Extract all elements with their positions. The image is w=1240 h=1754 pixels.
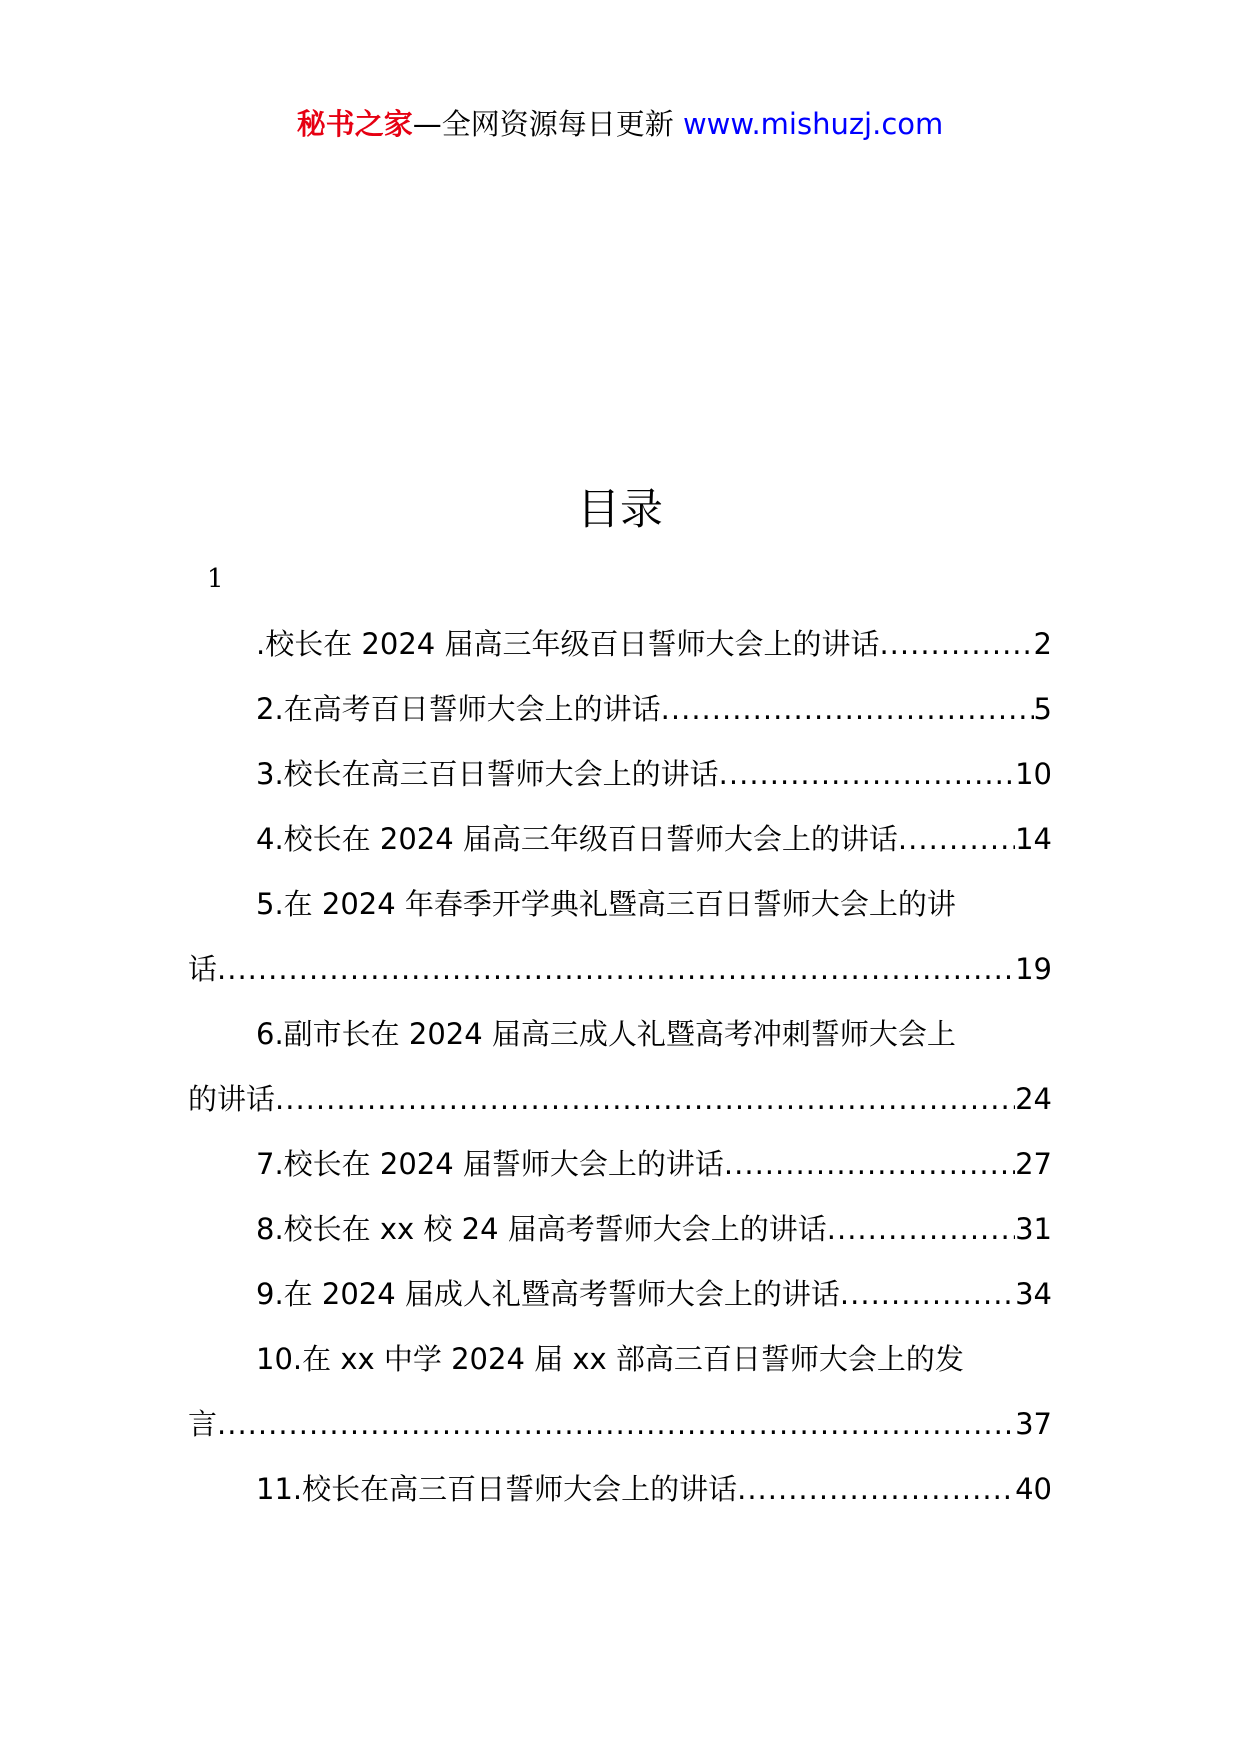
toc-page-number: 40 (1015, 1472, 1052, 1506)
toc-entry[interactable] (188, 742, 1052, 807)
toc-leader-dots (719, 742, 1015, 807)
toc-entry[interactable] (188, 872, 1052, 1002)
toc-leader-dots (898, 807, 1015, 872)
brand-name: 秘书之家 (296, 107, 413, 141)
toc-leader-dots (879, 612, 1033, 677)
page-header (0, 104, 1240, 144)
toc-entry-title: 4.校长在 2024 届高三年级百日誓师大会上的讲话 (256, 822, 898, 856)
toc-entry-line (188, 1262, 1052, 1327)
toc-page-number: 27 (1015, 1147, 1052, 1181)
toc-entry-line (188, 1197, 1052, 1262)
toc-entry-title: 的讲话 (188, 1082, 276, 1116)
toc-leader-dots (737, 1457, 1015, 1522)
toc-leader-dots (840, 1262, 1015, 1327)
toc-entry-title: 5.在 2024 年春季开学典礼暨高三百日誓师大会上的讲 (256, 887, 956, 921)
toc-entry-title: 10.在 xx 中学 2024 届 xx 部高三百日誓师大会上的发 (256, 1342, 964, 1376)
toc-entry-line (188, 742, 1052, 807)
toc-entry-line (188, 937, 1052, 1002)
toc-entry-title: 2.在高考百日誓师大会上的讲话 (256, 692, 661, 726)
toc-entry[interactable] (188, 807, 1052, 872)
toc-page-number: 31 (1015, 1212, 1052, 1246)
toc-page-number: 14 (1015, 822, 1052, 856)
toc-leader-dots (724, 1132, 1015, 1197)
toc-title: 目录 (577, 485, 663, 535)
toc-entry-line (188, 1327, 1052, 1392)
toc-leader-dots (217, 937, 1015, 1002)
toc-page-number: 5 (1033, 692, 1052, 726)
toc-page-number: 24 (1015, 1082, 1052, 1116)
header-tagline: —全网资源每日更新 (412, 107, 674, 141)
website-link[interactable]: www.mishuzj.com (682, 107, 944, 141)
toc-entry[interactable] (188, 677, 1052, 742)
toc-leader-dots (827, 1197, 1015, 1262)
toc-entry-title: 话 (188, 952, 218, 986)
toc-page-number: 34 (1015, 1277, 1052, 1311)
toc-entry-line (188, 872, 1052, 937)
toc-entry-line (188, 1132, 1052, 1197)
toc-entry[interactable] (188, 1002, 1052, 1132)
toc-number-marker: 1 (207, 564, 224, 594)
toc-page-number: 10 (1015, 757, 1052, 791)
toc-entry-title: 3.校长在高三百日誓师大会上的讲话 (256, 757, 719, 791)
table-of-contents (188, 612, 1052, 1522)
toc-page-number: 19 (1015, 952, 1052, 986)
toc-entry-title: 11.校长在高三百日誓师大会上的讲话 (256, 1472, 738, 1506)
toc-entry-line (188, 1067, 1052, 1132)
toc-entry-title: .校长在 2024 届高三年级百日誓师大会上的讲话 (256, 627, 880, 661)
toc-entry-line (188, 1002, 1052, 1067)
toc-entry-line (188, 1457, 1052, 1522)
toc-leader-dots (217, 1392, 1015, 1457)
toc-entry[interactable] (188, 1457, 1052, 1522)
toc-entry-title: 9.在 2024 届成人礼暨高考誓师大会上的讲话 (256, 1277, 840, 1311)
toc-entry-title: 6.副市长在 2024 届高三成人礼暨高考冲刺誓师大会上 (256, 1017, 956, 1051)
toc-entry-title: 言 (188, 1407, 218, 1441)
toc-entry[interactable] (188, 612, 1052, 677)
toc-page-number: 2 (1033, 627, 1052, 661)
toc-entry-line (188, 1392, 1052, 1457)
toc-entry[interactable] (188, 1262, 1052, 1327)
toc-entry[interactable] (188, 1327, 1052, 1457)
toc-leader-dots (661, 677, 1034, 742)
toc-entry[interactable] (188, 1132, 1052, 1197)
toc-entry-title: 8.校长在 xx 校 24 届高考誓师大会上的讲话 (256, 1212, 827, 1246)
toc-entry-line (188, 677, 1052, 742)
toc-entry-line (188, 807, 1052, 872)
toc-entry-line (188, 612, 1052, 677)
toc-leader-dots (275, 1067, 1015, 1132)
toc-entry-title: 7.校长在 2024 届誓师大会上的讲话 (256, 1147, 724, 1181)
toc-entry[interactable] (188, 1197, 1052, 1262)
toc-page-number: 37 (1015, 1407, 1052, 1441)
